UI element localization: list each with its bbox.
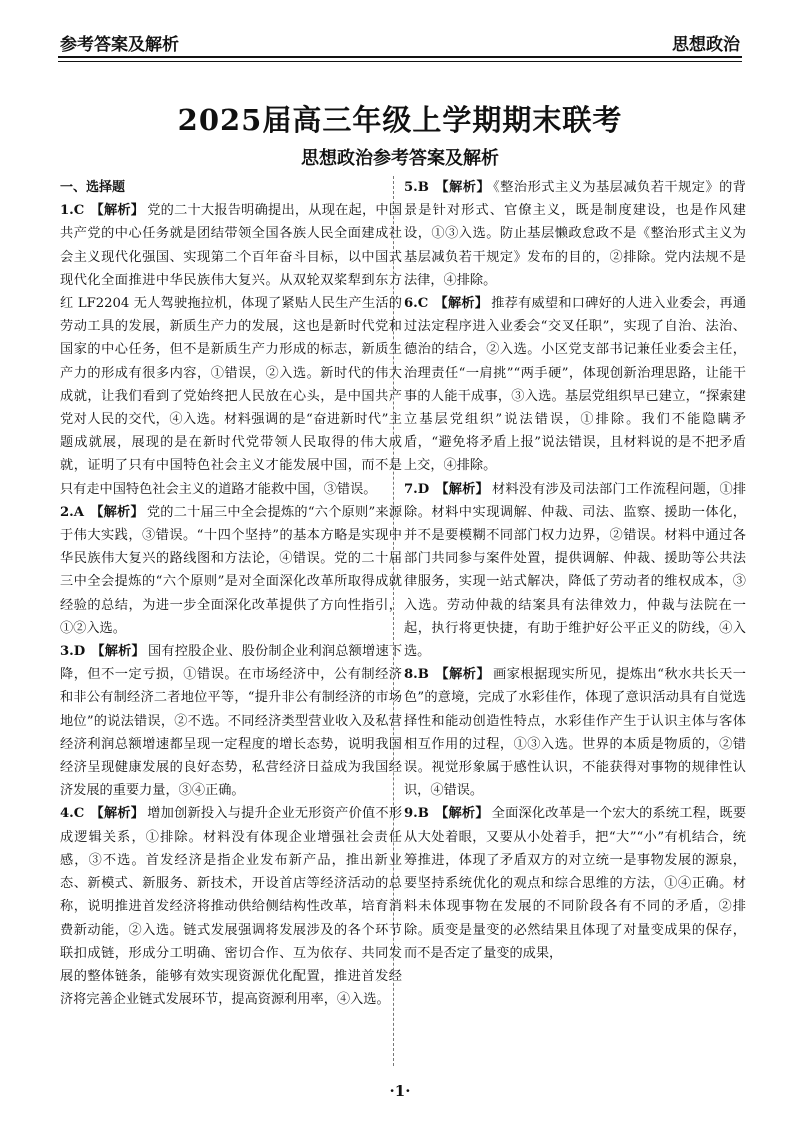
question-number: 1.	[60, 203, 74, 219]
question-explanation: 增加创新投入与提升企业无形资产价值不形成逻辑关系，①排除。材料没有体现企业增强社会责任感，③不选。首发经济是指企业发布新产品，推出新业态、新模式、新服务、新技术，开设首店等经济活动的总称，说明推进首发经济将推动供给侧结构性改革，培育消费新动能，②入选。链式发展强调将发展涉及的各个环节联扣成链，形成分工明确、密切合作、互为依存、共同发展的整体链条，能够有效实现资源优化配置，推进首发经济将完善企业链式发展环节，提高资源利用率，④入选。	[60, 806, 403, 1008]
analysis-tag: 【解析】	[434, 806, 489, 822]
question-item	[60, 501, 402, 640]
question-answer: B	[417, 667, 429, 683]
analysis-tag: 【解析】	[90, 203, 145, 219]
question-explanation: 画家根据现实所见，提炼出“秋水共长天一色”的意境，完成了水彩佳作，体现了意识活动具有自觉选择性和能动创造性特点，水彩佳作产生于认识主体与客体相互作用的过程，①③入选。世界的本质是物质的，②错误。视觉形象属于感性认识，不能获得对事物的规律性认识，④错误。	[404, 667, 746, 799]
question-answer: A	[73, 504, 85, 520]
question-number: 7.	[404, 481, 418, 497]
question-explanation: 全面深化改革是一个宏大的系统工程，既要从大处着眼，又要从小处着手，把“大”“小”有机结合，统筹推进，体现了矛盾双方的对立统一是事物发展的源泉，要坚持系统优化的观点和综合思维的方法，①④正确。材料未体现事物在发展的不同阶段各有不同的矛盾，②排除。质变是量变的必然结果且体现了对量变成果的保存，而不是否定了量变的成果，	[404, 806, 747, 961]
question-item	[60, 199, 402, 501]
analysis-tag: 【解析】	[90, 504, 144, 520]
question-number: 8.	[404, 667, 418, 683]
question-explanation: 《整治形式主义为基层减负若干规定》的背景是针对形式、官僚主义，既是制度建设，也是作风建设，①③入选。防止基层懒政怠政不是《整治形式主义为基层减负若干规定》发布的目的，②排除。党内法规不是法律，④排除。	[404, 180, 746, 288]
question-item	[404, 478, 746, 664]
analysis-tag: 【解析】	[90, 806, 145, 822]
header-subject-label: 思想政治	[672, 35, 740, 55]
section-heading: 一、选择题	[60, 180, 126, 195]
question-number: 4.	[60, 806, 74, 822]
question-number: 6.	[404, 296, 418, 312]
analysis-tag: 【解析】	[434, 296, 489, 312]
question-answer: D	[417, 481, 430, 497]
question-number: 5.	[404, 180, 418, 195]
question-item	[60, 640, 402, 802]
left-column	[60, 176, 402, 1011]
question-answer: C	[73, 203, 85, 219]
page-subtitle: 思想政治参考答案及解析	[301, 148, 499, 169]
question-explanation: 推荐有威望和口碑好的人进入业委会，再通过法定程序进入业委会“交叉任职”，实现了自治、法治、德治的结合，②入选。小区党支部书记兼任业委会主任，治理责任“一肩挑”“两手硬”，体现创新治理思路，让能干事的人能干成事，③入选。基层党组织早已建立，“探索建立基层党组织”说法错误，①排除。我们不能隐瞒矛盾，“避免将矛盾上报”说法错误，且材料说的是不把矛盾上交，④排除。	[404, 296, 747, 474]
question-number: 2.	[60, 504, 74, 520]
question-explanation: 国有控股企业、股份制企业利润总额增速下降，但不一定亏损，①错误。在市场经济中，公有制经济和非公有制经济二者地位平等，“提升非公有制经济的市场地位”的说法错误，②不选。不同经济类型营业收入及私营经济利润总额增速都呈现一定程度的增长态势，说明我国经济呈现健康发展的良好态势，私营经济日益成为我国经济发展的重要力量，③④正确。	[60, 644, 403, 799]
question-item	[404, 663, 746, 802]
analysis-tag: 【解析】	[91, 644, 145, 660]
question-item	[404, 802, 746, 964]
question-explanation: 材料没有涉及司法部门工作流程问题，①排除。材料中实现调解、仲裁、司法、监察、援助一体化，并不是要模糊不同部门权力边界，②错误。材料中通过各部门共同参与案件处置，提供调解、仲裁、援助等公共法律服务，实现一站式解决，降低了劳动者的维权成本，③入选。劳动仲裁的结案具有法律效力，仲裁与法院在一起，执行将更快捷，有助于维护好公平正义的防线，④入选。	[404, 481, 747, 660]
analysis-tag: 【解析】	[434, 180, 491, 195]
question-answer: B	[417, 180, 429, 195]
question-answer: D	[73, 644, 86, 660]
question-item	[404, 292, 746, 478]
question-explanation: 党的二十大报告明确提出，从现在起，中国共产党的中心任务就是团结带领全国各族人民全面建成社会主义现代化强国、实现第二个百年奋斗目标，以中国式现代化全面推进中华民族伟大复兴。从双轮双桨犁到东方红 LF2204 无人驾驶拖拉机，体现了紧贴人民生产生活的劳动工具的发展，新质生产力的发展，这也是新时代党和国家的中心任务，但不是新质生产力形成的标志，新质生产力的形成有很多内容，①错误，②入选。新时代的伟大成就，让我们看到了党始终把人民放在心头，是中国共产党对人民的交代，④入选。材料强调的是“奋进新时代”主题成就展，展现的是在新时代党带领人民取得的伟大成就，证明了只有中国特色社会主义才能发展中国，而不是只有走中国特色社会主义的道路才能救中国，③错误。	[60, 203, 403, 497]
page-title: 2025届高三年级上学期期末联考	[177, 103, 623, 137]
question-number: 9.	[404, 806, 418, 822]
question-item	[404, 176, 746, 292]
question-item	[60, 802, 402, 1011]
header-left-label: 参考答案及解析	[60, 35, 179, 55]
analysis-tag: 【解析】	[435, 481, 489, 497]
page-header	[58, 28, 742, 54]
page-number: ·1·	[389, 1082, 411, 1100]
question-answer: C	[73, 806, 85, 822]
header-rule-thick	[58, 56, 742, 58]
question-answer: B	[417, 806, 429, 822]
question-explanation: 党的二十届三中全会提炼的“六个原则”来源于伟大实践，③错误。“十四个坚持”的基本方略是实现中华民族伟大复兴的路线图和方法论，④错误。党的二十届三中全会提炼的“六个原则”是对全面深化改革所取得成就经验的总结，为进一步全面深化改革提供了方向性指引，①②入选。	[60, 504, 403, 636]
header-rule-thin	[58, 61, 742, 62]
right-column	[404, 176, 746, 965]
question-answer: C	[417, 296, 429, 312]
analysis-tag: 【解析】	[434, 667, 491, 683]
question-number: 3.	[60, 644, 74, 660]
